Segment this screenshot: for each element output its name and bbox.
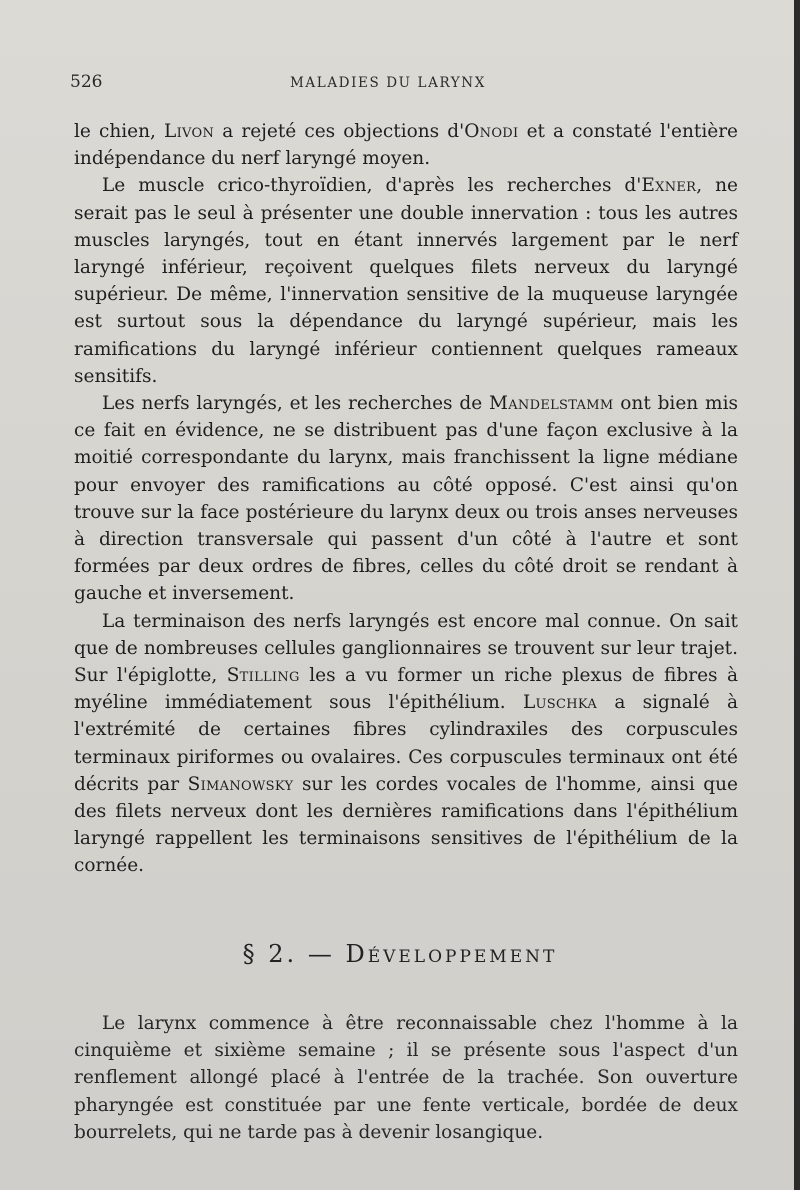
paragraph-4 [74, 608, 738, 880]
author-name-stilling: Stilling [226, 665, 300, 687]
text-run: le chien, [74, 121, 165, 142]
text-run: a rejeté ces objections d' [214, 121, 465, 142]
text-run: Les nerfs laryngés, et les recherches de [102, 393, 489, 415]
paragraph-5 [74, 1010, 738, 1146]
author-name-onodi: Onodi [464, 121, 519, 142]
page-number: 526 [70, 72, 103, 92]
section-dash: — [307, 940, 335, 968]
text-run: a signalé à l'extrémité de certaines fibres cylindraxiles des corpuscules terminaux piriformes ou ovalaires. Ces corpuscules terminaux ont été décrits par [74, 692, 739, 795]
section-heading [0, 940, 800, 968]
section-number: § 2. [242, 940, 298, 968]
text-run: sur les cordes vocales de l'homme, ainsi que des filets nerveux dont les dernières ramifications dans l'épithélium laryngé rappellent les terminaisons sensitives de l'épithélium de la cornée. [74, 773, 739, 877]
text-run: Le muscle crico-thyroïdien, d'après les recherches d' [102, 175, 642, 197]
body-text-section-2 [74, 1010, 738, 1146]
text-run: ont bien mis ce fait en évidence, ne se distribuent pas d'une façon exclusive à la moitié correspondante du larynx, mais franchissent la ligne médiane pour envoyer des ramifications au côté opposé. C'est ainsi qu'on trouve sur la face postérieure du larynx deux ou trois anses nerveuses à direction transversale qui passent d'un côté à l'autre et sont formées par deux ordres de fibres, celles du côté droit se rendant à gauche et inversement. [74, 393, 738, 605]
author-name-mandelstamm: Mandelstamm [489, 393, 614, 415]
text-run: La terminaison des nerfs laryngés est encore mal connue. On sait que de nombreuses cellules ganglionnaires se trouvent sur leur trajet. Sur l'épiglotte, [74, 610, 738, 687]
text-run: et a constaté l'entière indépendance du nerf laryngé moyen. [74, 121, 739, 170]
running-head [0, 72, 800, 100]
author-name-simanowsky: Simanowsky [187, 773, 294, 795]
author-name-luschka: Luschka [522, 692, 598, 714]
text-run: , ne serait pas le seul à présenter une double innervation : tous les autres muscles laryngés, tout en étant innervés largement par le nerf laryngé inférieur, reçoivent quelques filets nerveux du laryngé supérieur. De même, l'innervation sensitive de la muqueuse laryngée est surtout sous la dépendance du laryngé supérieur, mais les ramifications du laryngé inférieur contiennent quelques rameaux sensitifs. [74, 175, 739, 387]
body-text [74, 118, 738, 880]
text-run: les a vu former un riche plexus de fibres à myéline immédiatement sous l'épithélium. [74, 665, 739, 714]
paragraph-3 [74, 390, 738, 608]
paragraph-1 [74, 118, 738, 172]
author-name-livon: Livon [164, 121, 215, 142]
running-title: MALADIES DU LARYNX [290, 75, 486, 91]
author-name-exner: Exner [641, 175, 697, 197]
paragraph-2 [74, 172, 738, 390]
section-title: Développement [345, 940, 558, 968]
text-run: Le larynx commence à être reconnaissable chez l'homme à la cinquième et sixième semaine ; il se présente sous l'aspect d'un renflement allongé placé à l'entrée de la trachée. Son ouverture pharyngée est constituée par une fente verticale, bordée de deux bourrelets, qui ne tarde pas à devenir losangique. [74, 1013, 738, 1143]
